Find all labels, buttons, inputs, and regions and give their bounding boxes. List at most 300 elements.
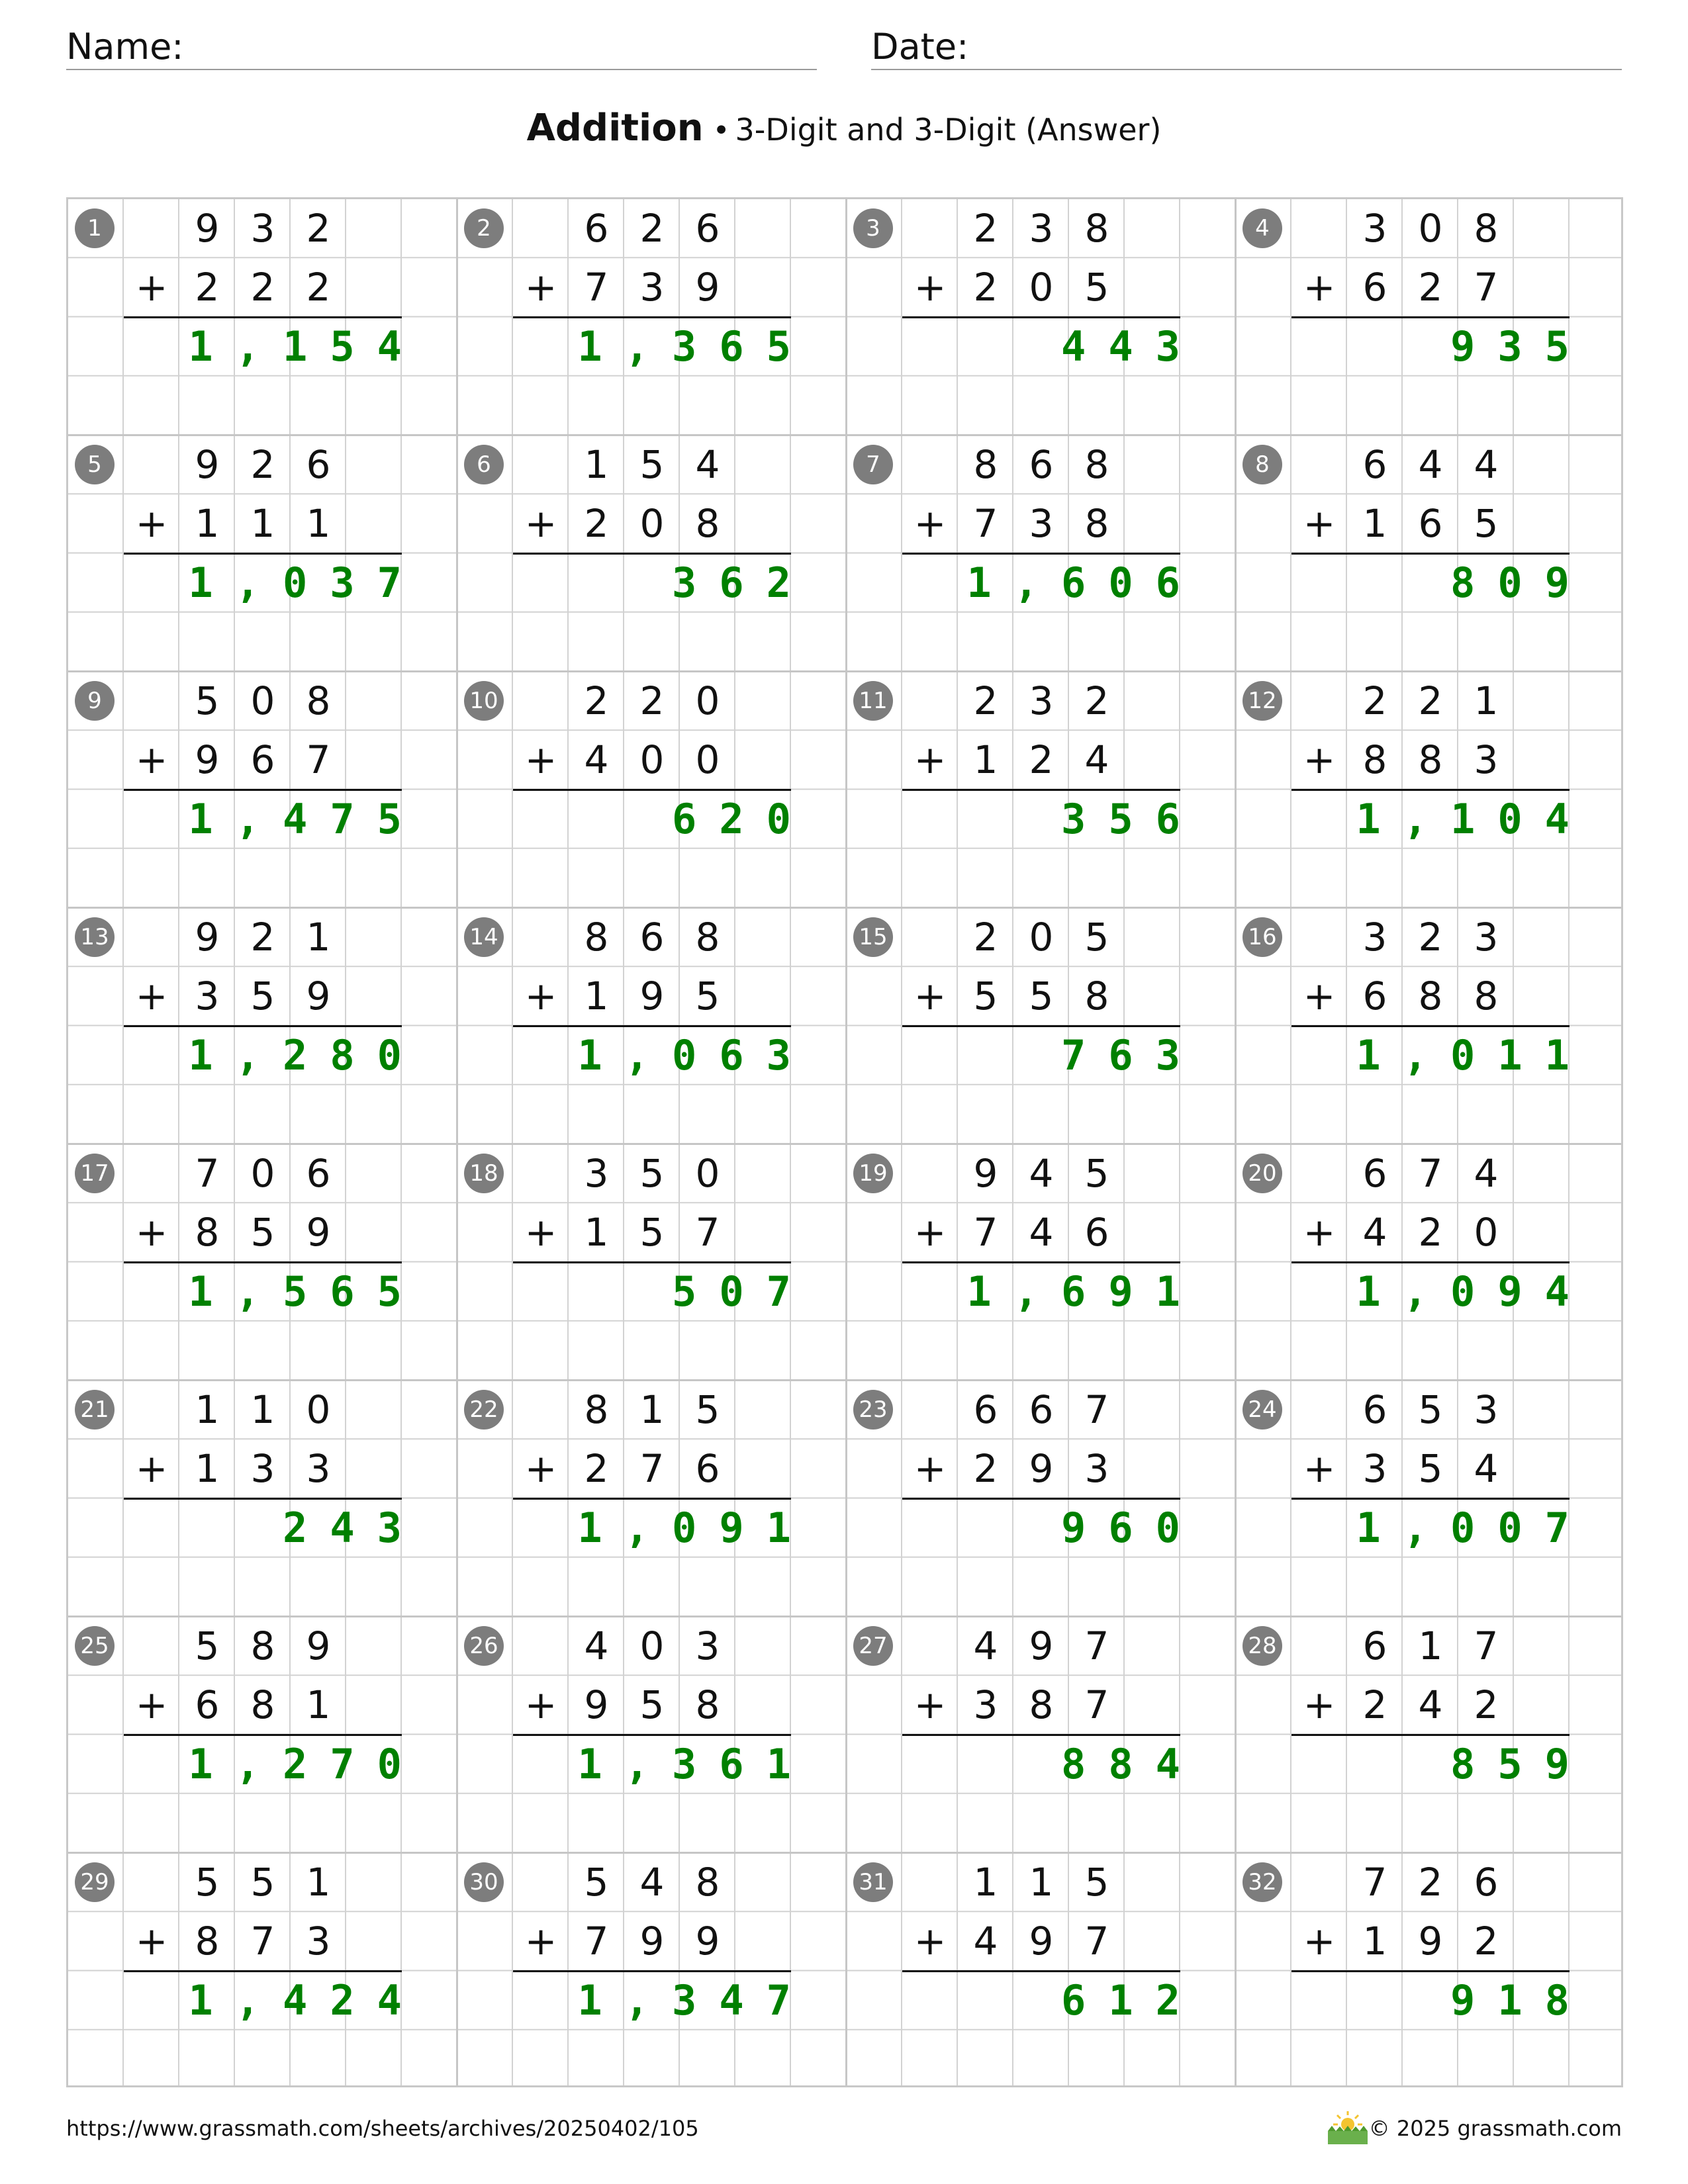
top-digit: 1 xyxy=(195,1387,220,1432)
top-digit: 4 xyxy=(973,1623,998,1668)
problem-12 xyxy=(1236,672,1625,908)
problem-number-badge: 10 xyxy=(464,681,504,721)
plus-sign: + xyxy=(135,1919,168,1964)
plus-sign: + xyxy=(135,265,168,310)
bottom-digit: 9 xyxy=(695,1919,720,1964)
top-digit: 0 xyxy=(250,1151,275,1196)
answer: 1,037 xyxy=(188,559,424,607)
top-digit: 7 xyxy=(1474,1623,1499,1668)
bottom-digit: 4 xyxy=(1029,1210,1054,1255)
bottom-digit: 7 xyxy=(306,737,331,783)
top-digit: 2 xyxy=(639,206,665,251)
bottom-digit: 6 xyxy=(1084,1210,1109,1255)
problem-number-badge: 30 xyxy=(464,1862,504,1902)
bottom-digit: 9 xyxy=(1029,1446,1054,1492)
bottom-digit: 9 xyxy=(195,737,220,783)
problem-31 xyxy=(847,1853,1236,2089)
plus-sign: + xyxy=(1303,265,1336,310)
top-digit: 9 xyxy=(1029,1623,1054,1668)
answer: 1,361 xyxy=(577,1740,814,1788)
top-digit: 6 xyxy=(1362,1387,1387,1432)
bottom-digit: 7 xyxy=(1084,1919,1109,1964)
problem-23 xyxy=(847,1381,1236,1617)
plus-sign: + xyxy=(1303,737,1336,782)
bottom-digit: 9 xyxy=(695,265,720,310)
bottom-digit: 6 xyxy=(250,737,275,783)
top-digit: 2 xyxy=(973,206,998,251)
bottom-digit: 7 xyxy=(584,1919,609,1964)
plus-sign: + xyxy=(914,974,947,1019)
top-digit: 2 xyxy=(1084,678,1109,723)
problem-27 xyxy=(847,1617,1236,1853)
problem-number-badge: 24 xyxy=(1243,1390,1282,1430)
top-digit: 7 xyxy=(1418,1151,1443,1196)
problem-4 xyxy=(1236,199,1625,435)
bottom-digit: 7 xyxy=(1084,1682,1109,1728)
bottom-digit: 2 xyxy=(973,265,998,310)
bottom-digit: 7 xyxy=(1474,265,1499,310)
bottom-digit: 3 xyxy=(1084,1446,1109,1492)
top-digit: 8 xyxy=(973,442,998,487)
top-digit: 0 xyxy=(695,1151,720,1196)
top-digit: 0 xyxy=(1029,915,1054,960)
answer: 918 xyxy=(1450,1976,1592,2025)
problem-number-badge: 28 xyxy=(1243,1626,1282,1666)
bottom-digit: 0 xyxy=(639,737,665,783)
bottom-digit: 7 xyxy=(639,1446,665,1492)
problem-20 xyxy=(1236,1144,1625,1381)
plus-sign: + xyxy=(135,1210,168,1255)
answer: 1,104 xyxy=(1356,795,1592,843)
problem-number-badge: 20 xyxy=(1243,1154,1282,1193)
bottom-digit: 5 xyxy=(1418,1446,1443,1492)
bottom-digit: 7 xyxy=(695,1210,720,1255)
problem-22 xyxy=(457,1381,847,1617)
problem-9 xyxy=(68,672,457,908)
bottom-digit: 7 xyxy=(250,1919,275,1964)
top-digit: 2 xyxy=(250,915,275,960)
answer: 809 xyxy=(1450,559,1592,607)
top-digit: 5 xyxy=(695,1387,720,1432)
top-digit: 4 xyxy=(1029,1151,1054,1196)
bottom-digit: 3 xyxy=(1029,501,1054,547)
title-main: Addition xyxy=(526,107,704,150)
plus-sign: + xyxy=(1303,501,1336,546)
bottom-digit: 7 xyxy=(584,265,609,310)
bottom-digit: 2 xyxy=(1474,1919,1499,1964)
answer: 1,270 xyxy=(188,1740,424,1788)
plus-sign: + xyxy=(1303,1919,1336,1964)
bottom-digit: 0 xyxy=(1474,1210,1499,1255)
bottom-digit: 1 xyxy=(306,501,331,547)
bottom-digit: 2 xyxy=(195,265,220,310)
footer-url: https://www.grassmath.com/sheets/archives/20250402/105 xyxy=(66,2116,699,2141)
answer: 1,606 xyxy=(966,559,1203,607)
bottom-digit: 6 xyxy=(195,1682,220,1728)
top-digit: 1 xyxy=(250,1387,275,1432)
top-digit: 1 xyxy=(1029,1860,1054,1905)
top-digit: 0 xyxy=(1418,206,1443,251)
top-digit: 5 xyxy=(195,1623,220,1668)
date-field xyxy=(871,25,1622,70)
bottom-digit: 2 xyxy=(250,265,275,310)
top-digit: 6 xyxy=(973,1387,998,1432)
bottom-digit: 5 xyxy=(250,974,275,1019)
bottom-digit: 8 xyxy=(695,1682,720,1728)
bottom-digit: 3 xyxy=(1474,737,1499,783)
problem-number-badge: 29 xyxy=(75,1862,115,1902)
answer: 884 xyxy=(1061,1740,1203,1788)
answer: 1,347 xyxy=(577,1976,814,2025)
bottom-digit: 5 xyxy=(1084,265,1109,310)
problem-number-badge: 6 xyxy=(464,445,504,484)
plus-sign: + xyxy=(1303,1682,1336,1727)
problem-number-badge: 3 xyxy=(853,208,893,248)
top-digit: 3 xyxy=(1362,206,1387,251)
problem-26 xyxy=(457,1617,847,1853)
problem-grid xyxy=(66,197,1623,2087)
plus-sign: + xyxy=(524,1682,557,1727)
top-digit: 8 xyxy=(1084,442,1109,487)
top-digit: 6 xyxy=(1474,1860,1499,1905)
problem-number-badge: 31 xyxy=(853,1862,893,1902)
answer: 1,424 xyxy=(188,1976,424,2025)
bottom-digit: 4 xyxy=(1418,1682,1443,1728)
top-digit: 9 xyxy=(306,1623,331,1668)
problem-number-badge: 16 xyxy=(1243,917,1282,957)
bottom-digit: 2 xyxy=(1474,1682,1499,1728)
top-digit: 2 xyxy=(973,678,998,723)
bottom-digit: 1 xyxy=(973,737,998,783)
answer: 362 xyxy=(672,559,814,607)
top-digit: 6 xyxy=(1362,1623,1387,1668)
problem-28 xyxy=(1236,1617,1625,1853)
problem-number-badge: 32 xyxy=(1243,1862,1282,1902)
top-digit: 0 xyxy=(639,1623,665,1668)
problem-number-badge: 17 xyxy=(75,1154,115,1193)
top-digit: 1 xyxy=(973,1860,998,1905)
problem-number-badge: 8 xyxy=(1243,445,1282,484)
problem-8 xyxy=(1236,435,1625,672)
problem-1 xyxy=(68,199,457,435)
plus-sign: + xyxy=(135,1682,168,1727)
top-digit: 2 xyxy=(250,442,275,487)
bottom-digit: 1 xyxy=(584,974,609,1019)
answer: 1,063 xyxy=(577,1031,814,1079)
top-digit: 4 xyxy=(1474,442,1499,487)
top-digit: 6 xyxy=(1362,1151,1387,1196)
top-digit: 6 xyxy=(306,1151,331,1196)
top-digit: 1 xyxy=(1474,678,1499,723)
top-digit: 3 xyxy=(695,1623,720,1668)
top-digit: 3 xyxy=(1029,206,1054,251)
top-digit: 3 xyxy=(250,206,275,251)
bottom-digit: 3 xyxy=(250,1446,275,1492)
bottom-digit: 2 xyxy=(306,265,331,310)
answer: 1,011 xyxy=(1356,1031,1592,1079)
bottom-digit: 8 xyxy=(195,1210,220,1255)
top-digit: 8 xyxy=(695,915,720,960)
problem-3 xyxy=(847,199,1236,435)
top-digit: 5 xyxy=(1084,915,1109,960)
plus-sign: + xyxy=(914,265,947,310)
problem-32 xyxy=(1236,1853,1625,2089)
top-digit: 1 xyxy=(639,1387,665,1432)
bottom-digit: 9 xyxy=(639,974,665,1019)
answer: 1,094 xyxy=(1356,1267,1592,1316)
top-digit: 0 xyxy=(695,678,720,723)
top-digit: 5 xyxy=(195,678,220,723)
problem-number-badge: 11 xyxy=(853,681,893,721)
plus-sign: + xyxy=(914,1210,947,1255)
top-digit: 6 xyxy=(306,442,331,487)
problem-number-badge: 14 xyxy=(464,917,504,957)
top-digit: 6 xyxy=(1362,442,1387,487)
bottom-digit: 0 xyxy=(639,501,665,547)
bottom-digit: 1 xyxy=(195,1446,220,1492)
bottom-digit: 4 xyxy=(973,1919,998,1964)
problem-7 xyxy=(847,435,1236,672)
problem-number-badge: 18 xyxy=(464,1154,504,1193)
bottom-digit: 2 xyxy=(973,1446,998,1492)
top-digit: 2 xyxy=(639,678,665,723)
top-digit: 4 xyxy=(695,442,720,487)
plus-sign: + xyxy=(1303,1446,1336,1491)
problem-25 xyxy=(68,1617,457,1853)
top-digit: 3 xyxy=(584,1151,609,1196)
bottom-digit: 2 xyxy=(1418,265,1443,310)
top-digit: 8 xyxy=(306,678,331,723)
top-digit: 8 xyxy=(250,1623,275,1668)
problem-17 xyxy=(68,1144,457,1381)
plus-sign: + xyxy=(135,501,168,546)
top-digit: 8 xyxy=(695,1860,720,1905)
plus-sign: + xyxy=(914,737,947,782)
problem-number-badge: 4 xyxy=(1243,208,1282,248)
problem-number-badge: 2 xyxy=(464,208,504,248)
answer: 763 xyxy=(1061,1031,1203,1079)
top-digit: 8 xyxy=(584,915,609,960)
title-bullet: • xyxy=(712,114,730,148)
bottom-digit: 0 xyxy=(1029,265,1054,310)
bottom-digit: 2 xyxy=(1418,1210,1443,1255)
top-digit: 6 xyxy=(695,206,720,251)
answer: 960 xyxy=(1061,1504,1203,1552)
bottom-digit: 1 xyxy=(1362,1919,1387,1964)
top-digit: 6 xyxy=(1029,442,1054,487)
plus-sign: + xyxy=(135,974,168,1019)
answer: 1,154 xyxy=(188,322,424,371)
problem-6 xyxy=(457,435,847,672)
bottom-digit: 6 xyxy=(1418,501,1443,547)
bottom-digit: 2 xyxy=(584,501,609,547)
bottom-digit: 5 xyxy=(1029,974,1054,1019)
answer: 356 xyxy=(1061,795,1203,843)
top-digit: 9 xyxy=(973,1151,998,1196)
top-digit: 2 xyxy=(584,678,609,723)
problem-number-badge: 21 xyxy=(75,1390,115,1430)
top-digit: 3 xyxy=(1362,915,1387,960)
top-digit: 1 xyxy=(306,1860,331,1905)
problem-16 xyxy=(1236,908,1625,1144)
answer: 620 xyxy=(672,795,814,843)
problem-21 xyxy=(68,1381,457,1617)
top-digit: 2 xyxy=(1418,678,1443,723)
plus-sign: + xyxy=(524,974,557,1019)
top-digit: 7 xyxy=(195,1151,220,1196)
footer-copyright: © 2025 grassmath.com xyxy=(1368,2116,1622,2141)
plus-sign: + xyxy=(914,1446,947,1491)
top-digit: 3 xyxy=(1029,678,1054,723)
top-digit: 4 xyxy=(1474,1151,1499,1196)
problem-5 xyxy=(68,435,457,672)
bottom-digit: 8 xyxy=(1084,501,1109,547)
top-digit: 6 xyxy=(639,915,665,960)
top-digit: 8 xyxy=(1474,206,1499,251)
bottom-digit: 5 xyxy=(250,1210,275,1255)
top-digit: 4 xyxy=(584,1623,609,1668)
top-digit: 5 xyxy=(1418,1387,1443,1432)
top-digit: 5 xyxy=(639,442,665,487)
answer: 443 xyxy=(1061,322,1203,371)
plus-sign: + xyxy=(1303,1210,1336,1255)
bottom-digit: 4 xyxy=(1474,1446,1499,1492)
bottom-digit: 2 xyxy=(1362,1682,1387,1728)
bottom-digit: 8 xyxy=(695,501,720,547)
problem-14 xyxy=(457,908,847,1144)
problem-number-badge: 5 xyxy=(75,445,115,484)
top-digit: 5 xyxy=(584,1860,609,1905)
top-digit: 3 xyxy=(1474,915,1499,960)
name-label: Name: xyxy=(66,26,184,68)
problem-number-badge: 1 xyxy=(75,208,115,248)
problem-30 xyxy=(457,1853,847,2089)
problem-number-badge: 25 xyxy=(75,1626,115,1666)
bottom-digit: 8 xyxy=(1418,737,1443,783)
problem-11 xyxy=(847,672,1236,908)
top-digit: 4 xyxy=(1418,442,1443,487)
plus-sign: + xyxy=(914,1682,947,1727)
problem-number-badge: 9 xyxy=(75,681,115,721)
top-digit: 1 xyxy=(306,915,331,960)
top-digit: 0 xyxy=(250,678,275,723)
bottom-digit: 5 xyxy=(639,1210,665,1255)
answer: 1,091 xyxy=(577,1504,814,1552)
top-digit: 5 xyxy=(250,1860,275,1905)
problem-24 xyxy=(1236,1381,1625,1617)
top-digit: 6 xyxy=(1029,1387,1054,1432)
bottom-digit: 9 xyxy=(1029,1919,1054,1964)
top-digit: 9 xyxy=(195,442,220,487)
top-digit: 2 xyxy=(1362,678,1387,723)
bottom-digit: 6 xyxy=(695,1446,720,1492)
top-digit: 5 xyxy=(195,1860,220,1905)
top-digit: 2 xyxy=(306,206,331,251)
top-digit: 0 xyxy=(306,1387,331,1432)
bottom-digit: 6 xyxy=(1362,974,1387,1019)
answer: 1,475 xyxy=(188,795,424,843)
problem-number-badge: 7 xyxy=(853,445,893,484)
bottom-digit: 5 xyxy=(695,974,720,1019)
problem-number-badge: 23 xyxy=(853,1390,893,1430)
bottom-digit: 8 xyxy=(1474,974,1499,1019)
date-label: Date: xyxy=(871,26,969,68)
plus-sign: + xyxy=(524,265,557,310)
top-digit: 7 xyxy=(1362,1860,1387,1905)
bottom-digit: 3 xyxy=(306,1446,331,1492)
grass-sun-logo-icon xyxy=(1324,2109,1372,2146)
problem-19 xyxy=(847,1144,1236,1381)
plus-sign: + xyxy=(135,737,168,782)
bottom-digit: 3 xyxy=(195,974,220,1019)
bottom-digit: 9 xyxy=(584,1682,609,1728)
bottom-digit: 5 xyxy=(639,1682,665,1728)
bottom-digit: 1 xyxy=(1362,501,1387,547)
top-digit: 1 xyxy=(584,442,609,487)
top-digit: 2 xyxy=(1418,915,1443,960)
plus-sign: + xyxy=(1303,974,1336,1019)
problem-2 xyxy=(457,199,847,435)
bottom-digit: 0 xyxy=(695,737,720,783)
bottom-digit: 9 xyxy=(306,1210,331,1255)
title-subtitle: 3-Digit and 3-Digit (Answer) xyxy=(735,112,1162,148)
problem-number-badge: 22 xyxy=(464,1390,504,1430)
bottom-digit: 8 xyxy=(250,1682,275,1728)
bottom-digit: 1 xyxy=(250,501,275,547)
top-digit: 5 xyxy=(1084,1151,1109,1196)
bottom-digit: 5 xyxy=(1474,501,1499,547)
problem-number-badge: 27 xyxy=(853,1626,893,1666)
top-digit: 2 xyxy=(1418,1860,1443,1905)
bottom-digit: 7 xyxy=(973,501,998,547)
bottom-digit: 9 xyxy=(639,1919,665,1964)
answer: 1,365 xyxy=(577,322,814,371)
plus-sign: + xyxy=(914,1919,947,1964)
plus-sign: + xyxy=(135,1446,168,1491)
name-field xyxy=(66,25,817,70)
bottom-digit: 8 xyxy=(1362,737,1387,783)
plus-sign: + xyxy=(524,1446,557,1491)
answer: 1,691 xyxy=(966,1267,1203,1316)
bottom-digit: 4 xyxy=(584,737,609,783)
bottom-digit: 6 xyxy=(1362,265,1387,310)
problem-15 xyxy=(847,908,1236,1144)
bottom-digit: 1 xyxy=(584,1210,609,1255)
plus-sign: + xyxy=(524,737,557,782)
worksheet-title xyxy=(0,103,1688,162)
bottom-digit: 8 xyxy=(1029,1682,1054,1728)
bottom-digit: 1 xyxy=(306,1682,331,1728)
answer: 935 xyxy=(1450,322,1592,371)
top-digit: 9 xyxy=(195,206,220,251)
problem-number-badge: 12 xyxy=(1243,681,1282,721)
top-digit: 1 xyxy=(1418,1623,1443,1668)
problem-29 xyxy=(68,1853,457,2089)
top-digit: 6 xyxy=(584,206,609,251)
plus-sign: + xyxy=(524,501,557,546)
answer: 1,565 xyxy=(188,1267,424,1316)
answer: 243 xyxy=(283,1504,424,1552)
problem-18 xyxy=(457,1144,847,1381)
answer: 1,007 xyxy=(1356,1504,1592,1552)
bottom-digit: 3 xyxy=(639,265,665,310)
bottom-digit: 8 xyxy=(1084,974,1109,1019)
plus-sign: + xyxy=(914,501,947,546)
bottom-digit: 4 xyxy=(1362,1210,1387,1255)
bottom-digit: 3 xyxy=(306,1919,331,1964)
top-digit: 5 xyxy=(1084,1860,1109,1905)
top-digit: 8 xyxy=(1084,206,1109,251)
